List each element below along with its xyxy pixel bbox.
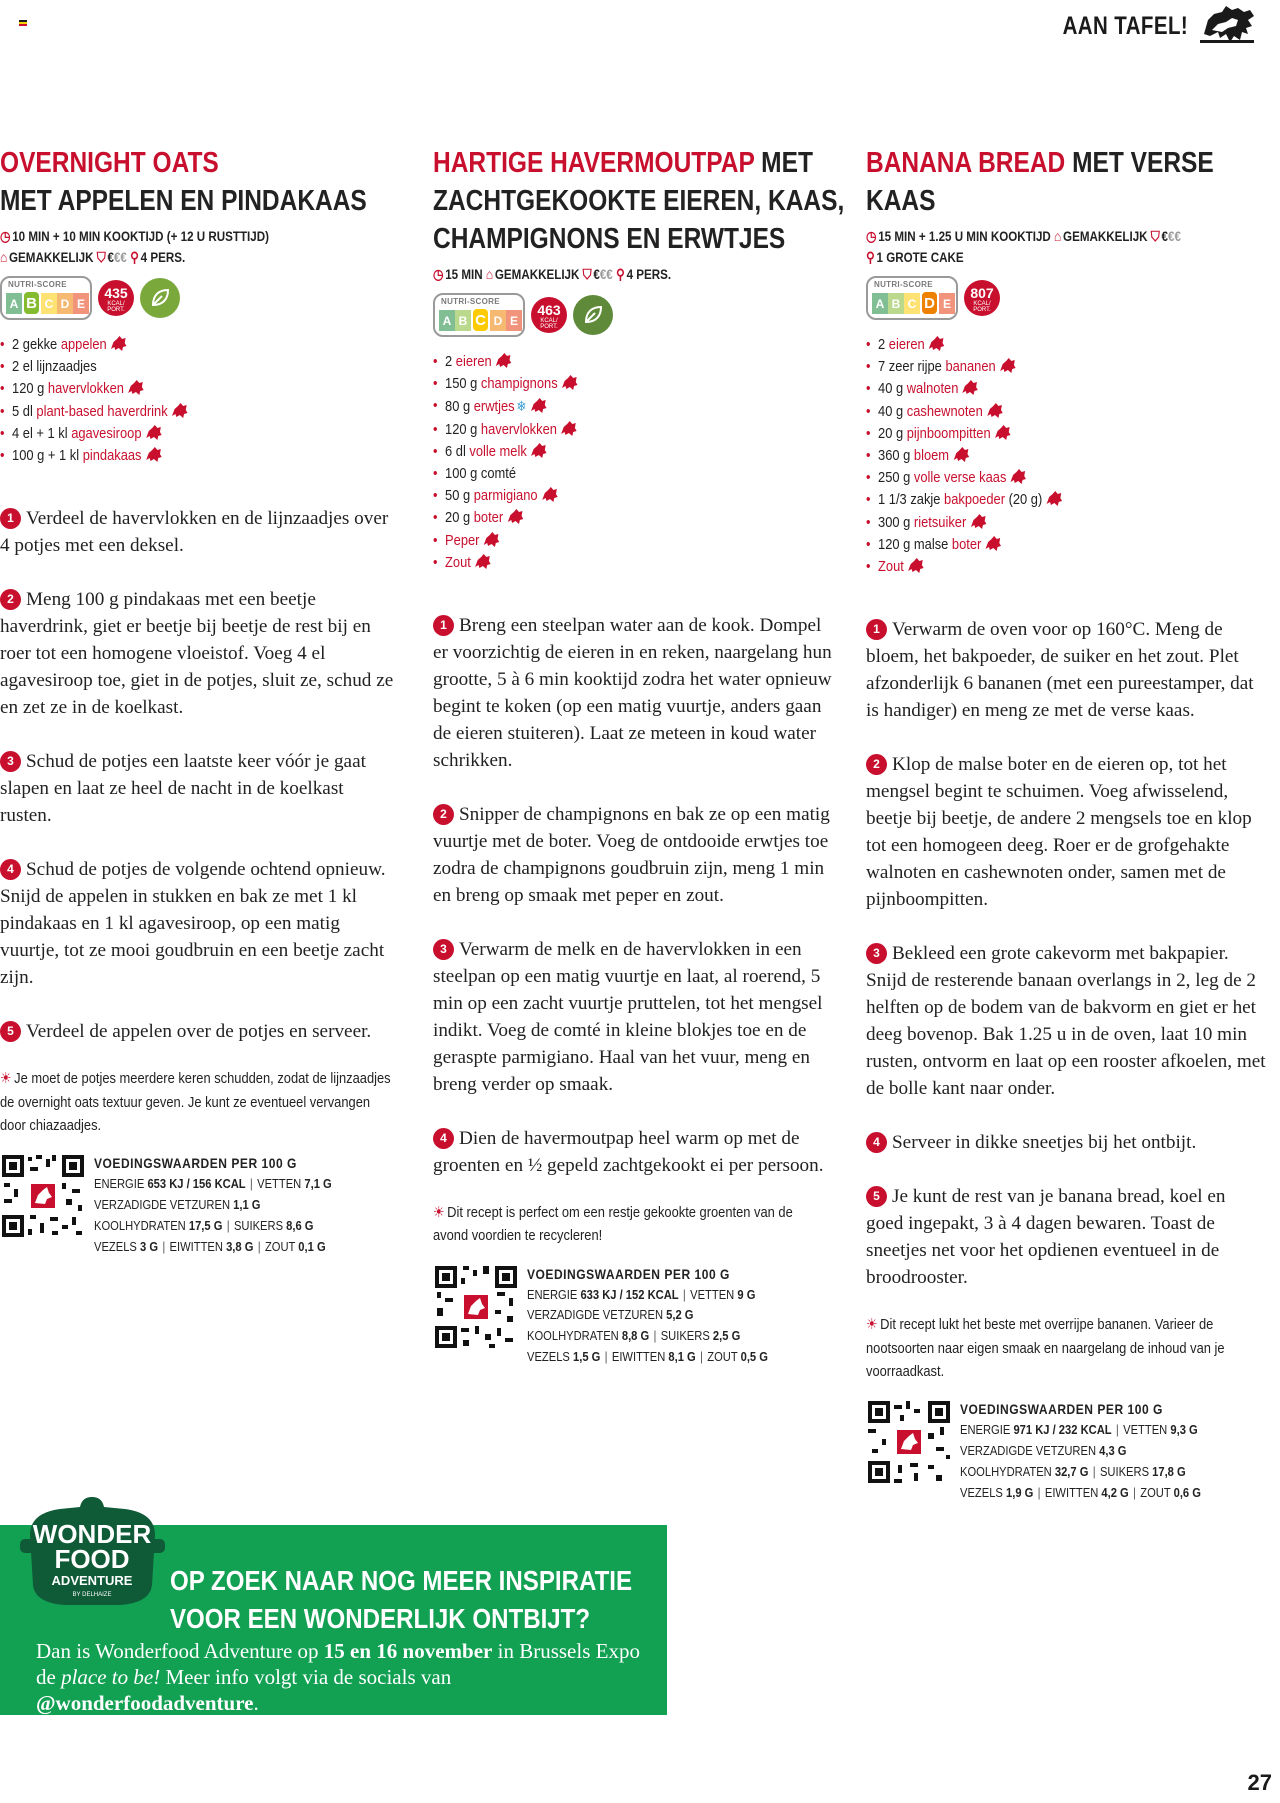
recipe-overnight-oats xyxy=(0,144,400,1257)
recipe-step: 3 Schud de potjes een laatste keer vóór je gaat slapen en laat ze heel de nacht in de koelkast rusten. xyxy=(0,751,366,827)
recipe-step: 2 Meng 100 g pindakaas met een beetje haverdrink, giet er beetje bij beetje de rest bij en roer tot een homogene vloeistof. Voeg 4 el agavesiroop toe, giet in de potjes, sluit ze, schud ze en zet ze in de koelkast. xyxy=(0,589,394,719)
recipe-meta: ◷ 15 MIN ⌂ GEMAKKELIJK ⛉ €€€ ⚲ 4 PERS. xyxy=(433,264,837,285)
price-basket-icon: ⛉ xyxy=(96,249,106,265)
vegetarian-leaf-icon xyxy=(573,295,613,335)
nutrition-badges xyxy=(866,274,1266,322)
delhaize-lion-icon xyxy=(1046,491,1063,506)
delhaize-lion-icon xyxy=(962,380,979,395)
lightbulb-icon: ☀ xyxy=(0,1070,12,1088)
delhaize-lion-icon xyxy=(928,336,945,351)
delhaize-lion-icon xyxy=(530,443,547,458)
recipe-step: 4 Serveer in dikke sneetjes bij het ontbijt. xyxy=(866,1129,1266,1156)
delhaize-lion-icon xyxy=(171,403,188,418)
list-item: • 120 g havervlokken xyxy=(0,378,396,400)
nutri-score-label: NUTRI-SCORE xyxy=(874,280,933,289)
recipe-step: 1 Breng een steelpan water aan de kook. Dompel er voorzichtig de eieren in en reken, naargelang hun grootte, 5 à 6 min kooktijd zodra het water opnieuw begint te koken (op een matig vuurtje, anders gaan de eieren stuiteren). Laat ze meteen in koud water schrikken. xyxy=(433,615,832,772)
recipe-step: 3 Verwarm de melk en de havervlokken in een steelpan op een matig vuurtje en laat, al roerend, 5 min op een zacht vuurtje pruttelen, tot het mengsel indikt. Voeg de comté in kleine blokjes toe en de geraspte parmigiano. Haal van het vuur, meng en breng verder op smaak. xyxy=(433,939,823,1096)
language-flag-icon xyxy=(19,20,27,26)
nutri-letter-b: B xyxy=(22,290,41,316)
vegan-leaf-icon xyxy=(140,278,180,318)
step-number: 1 xyxy=(866,619,887,640)
recipe-step: 2 Klop de malse boter en de eieren op, tot het mengsel begint te schuimen. Voeg afwisselend, beetje bij beetje, de andere 2 mengsels toe en klop tot een homogeen deeg. Roer er de grofgehakte walnoten en cashewnoten onder, samen met de pijnboompitten. xyxy=(866,754,1252,911)
kcal-badge: 435 KCAL/ PORT. xyxy=(98,280,134,316)
nutri-letter-c: C xyxy=(904,293,920,314)
nutri-score-label: NUTRI-SCORE xyxy=(441,297,500,306)
list-item: • 6 dl volle melk xyxy=(433,441,829,463)
qr-code-icon[interactable] xyxy=(433,1264,519,1350)
persons-icon: ⚲ xyxy=(866,249,875,265)
persons-icon: ⚲ xyxy=(616,266,625,282)
list-item: • 120 g malse boter xyxy=(866,534,1262,556)
list-item: • 100 g + 1 kl pindakaas xyxy=(0,445,396,467)
nutri-letter-c: C xyxy=(471,307,490,333)
nutrition-heading: VOEDINGSWAARDEN PER 100 G xyxy=(960,1401,1163,1418)
recipe-tip: ☀ Je moet de potjes meerdere keren schudden, zodat de lijnzaadjes de overnight oats textuur geven. Je kunt ze eventueel vervangen door chiazaadjes. xyxy=(0,1070,391,1135)
lightbulb-icon: ☀ xyxy=(433,1204,445,1222)
delhaize-lion-icon xyxy=(952,447,969,462)
nutrition-text: VOEDINGSWAARDEN PER 100 G ENERGIE 653 KJ / 156 KCAL | VETTEN 7,1 G VERZADIGDE VETZUREN 1,1 G KOOLHYDRATEN 17,5 G | SUIKERS 8,6 G VEZELS 3 G | EIWITTEN 3,8 G | ZOUT 0,1 G xyxy=(94,1153,357,1257)
nutri-letter-c: C xyxy=(41,293,57,314)
list-item: • Zout xyxy=(866,556,1262,578)
nutrition-badges xyxy=(0,274,400,322)
nutri-letter-a: A xyxy=(439,310,455,331)
persons-icon: ⚲ xyxy=(130,249,139,265)
step-number: 4 xyxy=(0,859,21,880)
list-item: • 40 g walnoten xyxy=(866,378,1262,400)
step-number: 3 xyxy=(866,943,887,964)
list-item: • 4 el + 1 kl agavesiroop xyxy=(0,423,396,445)
recipe-step: 1 Verdeel de havervlokken en de lijnzaadjes over 4 potjes met een deksel. xyxy=(0,508,389,557)
nutri-letter-e: E xyxy=(73,293,89,314)
delhaize-lion-icon xyxy=(110,336,127,351)
list-item: • 120 g havervlokken xyxy=(433,419,829,441)
ingredient-list xyxy=(0,334,396,467)
clock-icon: ◷ xyxy=(866,228,877,244)
nutri-score-badge xyxy=(0,276,92,320)
list-item: • 100 g comté xyxy=(433,463,829,485)
nutrition-facts xyxy=(433,1264,833,1368)
banner-heading-line: VOOR EEN WONDERLIJK ONTBIJT? xyxy=(170,1603,591,1634)
recipe-step: 4 Schud de potjes de volgende ochtend opnieuw. Snijd de appelen in stukken en bak ze met 1 kl pindakaas en 1 kl agavesiroop, op een matig vuurtje, tot ze mooi goudbruin en een beetje zacht zijn. xyxy=(0,859,386,989)
clock-icon: ◷ xyxy=(0,228,11,244)
badge-text-by-delhaize: BY DELHAIZE xyxy=(72,1592,112,1598)
nutri-letter-b: B xyxy=(888,293,904,314)
delhaize-lion-icon xyxy=(507,509,524,524)
ingredient-list xyxy=(433,351,829,574)
recipe-step: 4 Dien de havermoutpap heel warm op met de groenten en ½ gepeld zachtgekookt ei per persoon. xyxy=(433,1128,824,1177)
delhaize-lion-icon xyxy=(561,375,578,390)
delhaize-lion-logo-icon xyxy=(1198,2,1256,44)
banner-heading-line: OP ZOEK NAAR NOG MEER INSPIRATIE xyxy=(170,1565,633,1596)
nutri-letter-b: B xyxy=(455,310,471,331)
recipe-banana-bread xyxy=(866,144,1266,1503)
list-item: • Peper xyxy=(433,530,829,552)
nutrition-heading: VOEDINGSWAARDEN PER 100 G xyxy=(527,1265,730,1282)
nutri-letter-d: D xyxy=(920,290,939,316)
social-handle-link[interactable]: @wonderfoodadventure xyxy=(36,1691,254,1715)
list-item: • 300 g rietsuiker xyxy=(866,512,1262,534)
nutri-letter-d: D xyxy=(490,310,506,331)
list-item: • 5 dl plant-based haverdrink xyxy=(0,401,396,423)
list-item: • 2 eieren xyxy=(433,351,829,373)
delhaize-lion-icon xyxy=(145,447,162,462)
delhaize-lion-icon xyxy=(530,398,547,413)
step-number: 1 xyxy=(433,615,454,636)
nutri-letter-d: D xyxy=(57,293,73,314)
recipe-step: 5 Je kunt de rest van je banana bread, koel en goed ingepakt, 3 à 4 dagen bewaren. Toast de sneetjes net voor het opdienen eventueel in de broodrooster. xyxy=(866,1186,1226,1289)
list-item: • 20 g pijnboompitten xyxy=(866,423,1262,445)
delhaize-lion-icon xyxy=(1010,469,1027,484)
delhaize-lion-icon xyxy=(994,425,1011,440)
list-item: • 7 zeer rijpe bananen xyxy=(866,356,1262,378)
delhaize-lion-icon xyxy=(986,403,1003,418)
chef-hat-icon: ⌂ xyxy=(1054,228,1062,244)
ingredient-list xyxy=(866,334,1262,578)
banner-heading xyxy=(170,1562,652,1638)
kcal-badge: 463 KCAL/ PORT. xyxy=(531,297,567,333)
step-number: 2 xyxy=(866,754,887,775)
qr-code-icon[interactable] xyxy=(866,1399,952,1485)
delhaize-lion-icon xyxy=(560,421,577,436)
recipe-step: 5 Verdeel de appelen over de potjes en serveer. xyxy=(0,1018,400,1045)
list-item: • 250 g volle verse kaas xyxy=(866,467,1262,489)
recipe-title: HARTIGE HAVERMOUTPAP MET ZACHTGEKOOKTE EIEREN, KAAS, CHAMPIGNONS EN ERWTJES xyxy=(433,147,845,255)
chef-hat-icon: ⌂ xyxy=(0,249,8,265)
list-item: • 360 g bloem xyxy=(866,445,1262,467)
recipe-step: 1 Verwarm de oven voor op 160°C. Meng de bloem, het bakpoeder, de suiker en het zout. Plet afzonderlijk 6 bananen (met een pureestamper, dat is handiger) en meng ze met de verse kaas. xyxy=(866,619,1254,722)
qr-code-icon[interactable] xyxy=(0,1153,86,1239)
lightbulb-icon: ☀ xyxy=(866,1316,878,1334)
delhaize-lion-icon xyxy=(495,353,512,368)
delhaize-lion-icon xyxy=(970,514,987,529)
recipe-meta: ◷ 15 MIN + 1.25 U MIN KOOKTIJD ⌂ GEMAKKELIJK ⛉ €€€ ⚲ 1 GROTE CAKE xyxy=(866,226,1270,268)
recipe-step: 3 Bekleed een grote cakevorm met bakpapier. Snijd de resterende banaan overlangs in 2, leg de 2 helften op de bodem van de bakvorm en giet er het deeg bovenop. Bak 1.25 u in de oven, laat 10 min rusten, ontvorm en laat op een rooster afkoelen, met de bolle kant naar onder. xyxy=(866,943,1266,1100)
nutrition-text: VOEDINGSWAARDEN PER 100 G ENERGIE 971 KJ / 232 KCAL | VETTEN 9,3 G VERZADIGDE VETZUREN 4,3 G KOOLHYDRATEN 32,7 G | SUIKERS 17,8 G VEZELS 1,9 G | EIWITTEN 4,2 G | ZOUT 0,6 G xyxy=(960,1399,1223,1503)
recipe-title: OVERNIGHT OATS MET APPELEN EN PINDAKAAS xyxy=(0,147,367,217)
recipe-hartige-havermoutpap xyxy=(433,144,845,1368)
delhaize-lion-icon xyxy=(145,425,162,440)
price-basket-icon: ⛉ xyxy=(582,266,592,282)
frozen-snowflake-icon: ❄ xyxy=(516,398,527,415)
list-item: • 150 g champignons xyxy=(433,373,829,395)
chef-hat-icon: ⌂ xyxy=(485,266,494,282)
step-number: 2 xyxy=(433,804,454,825)
recipe-title: BANANA BREAD MET VERSE KAAS xyxy=(866,147,1214,217)
step-number: 4 xyxy=(866,1132,887,1153)
kcal-badge: 807 KCAL/ PORT. xyxy=(964,280,1000,316)
list-item: • 50 g parmigiano xyxy=(433,485,829,507)
list-item: • 2 eieren xyxy=(866,334,1262,356)
delhaize-lion-icon xyxy=(483,532,500,547)
delhaize-lion-icon xyxy=(541,487,558,502)
nutri-letter-a: A xyxy=(6,293,22,314)
nutri-score-label: NUTRI-SCORE xyxy=(8,280,67,289)
clock-icon: ◷ xyxy=(433,266,444,282)
banner-text: Dan is Wonderfood Adventure op 15 en 16 november in Brussels Expo de place to be! Meer info volgt via de socials van @wonderfoodadventure. xyxy=(36,1639,640,1715)
step-number: 5 xyxy=(0,1021,21,1042)
step-number: 5 xyxy=(866,1186,887,1207)
step-number: 2 xyxy=(0,589,21,610)
step-number: 3 xyxy=(433,939,454,960)
list-item: • Zout xyxy=(433,552,829,574)
list-item: • 80 g erwtjes ❄ xyxy=(433,395,829,418)
delhaize-lion-icon xyxy=(985,536,1002,551)
nutri-score-badge xyxy=(866,276,958,320)
magazine-section-title: AAN TAFEL! xyxy=(1062,12,1188,40)
recipe-tip: ☀ Dit recept lukt het beste met overrijpe bananen. Varieer de nootsoorten naar eigen smaak en naargelang de inhoud van je voorraadkast. xyxy=(866,1316,1225,1381)
list-item: • 20 g boter xyxy=(433,507,829,529)
recipe-tip: ☀ Dit recept is perfect om een restje gekookte groenten van de avond voordien te recycleren! xyxy=(433,1204,793,1245)
delhaize-lion-icon xyxy=(907,558,924,573)
nutri-letter-e: E xyxy=(939,293,955,314)
list-item: • 40 g cashewnoten xyxy=(866,401,1262,423)
badge-text-food: FOOD xyxy=(54,1544,130,1574)
recipe-step: 2 Snipper de champignons en bak ze op een matig vuurtje met de boter. Voeg de ontdooide erwtjes toe zodra de champignons goudbruin zijn, meng 1 min en breng op smaak met peper en zout. xyxy=(433,804,830,907)
delhaize-lion-icon xyxy=(474,554,491,569)
step-number: 3 xyxy=(0,751,21,772)
nutri-score-badge xyxy=(433,293,525,337)
step-number: 4 xyxy=(433,1128,454,1149)
delhaize-lion-icon xyxy=(999,358,1016,373)
page-number: 27 xyxy=(1247,1770,1272,1795)
list-item: • 1 1/3 zakje bakpoeder (20 g) xyxy=(866,489,1262,511)
recipe-meta: ◷ 10 MIN + 10 MIN KOOKTIJD (+ 12 U RUSTTIJD) ⌂ GEMAKKELIJK ⛉ €€€ ⚲ 4 PERS. xyxy=(0,226,404,268)
delhaize-lion-icon xyxy=(127,380,144,395)
list-item: • 2 gekke appelen xyxy=(0,334,396,356)
nutrition-badges xyxy=(433,291,833,339)
nutrition-facts xyxy=(0,1153,400,1257)
badge-text-wonder: WONDER xyxy=(32,1519,152,1549)
list-item: • 2 el lijnzaadjes xyxy=(0,356,396,378)
badge-text-adventure: ADVENTURE xyxy=(51,1573,133,1588)
nutrition-text: VOEDINGSWAARDEN PER 100 G ENERGIE 633 KJ / 152 KCAL | VETTEN 9 G VERZADIGDE VETZUREN 5,2 G KOOLHYDRATEN 8,8 G | SUIKERS 2,5 G VEZELS 1,5 G | EIWITTEN 8,1 G | ZOUT 0,5 G xyxy=(527,1264,790,1368)
price-basket-icon: ⛉ xyxy=(1150,228,1160,244)
nutrition-heading: VOEDINGSWAARDEN PER 100 G xyxy=(94,1155,297,1172)
wonderfood-adventure-logo-icon xyxy=(20,1495,165,1610)
nutri-letter-e: E xyxy=(506,310,522,331)
step-number: 1 xyxy=(0,508,21,529)
nutri-letter-a: A xyxy=(872,293,888,314)
nutrition-facts xyxy=(866,1399,1266,1503)
